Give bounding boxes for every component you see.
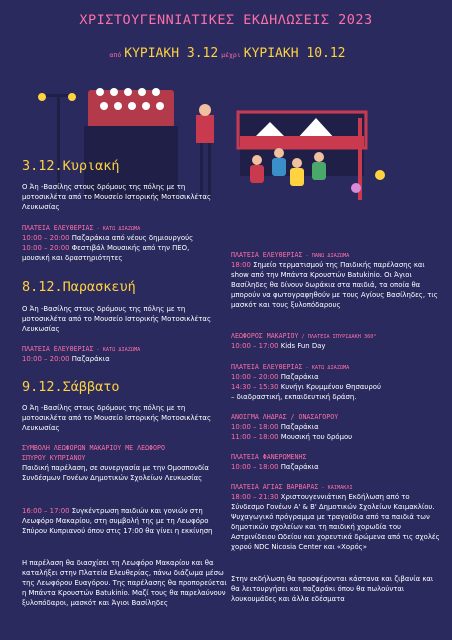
right-b2-event: 10:00 – 17:00 Kids Fun Day (231, 342, 326, 350)
right-b3-event-1: 10:00 – 20:00 Παζαράκια (231, 373, 319, 381)
day3-heading: 9.12.Σάββατο (22, 379, 120, 395)
day1-location: ΠΛΑΤΕΙΑ ΕΛΕΥΘΕΡΙΑΣ - ΚΑΤΩ ΔΙΑΖΩΜΑ (22, 224, 141, 232)
day3-location-b: ΣΠΥΡΟΥ ΚΥΠΡΙΑΝΟΥ (22, 454, 86, 462)
day2-event-1: 10:00 – 20:00 Παζαράκια (22, 355, 110, 363)
right-b4-event-2: 11:00 – 18:00 Μουσική του δρόμου (231, 433, 353, 441)
day1-event-2: 10:00 – 20:00 Φεστιβάλ Μουσικής από την ΠΕΟ, (22, 244, 190, 252)
start-date: ΚΥΡΙΑΚΗ 3.12 (124, 46, 219, 61)
page-title: ΧΡΙΣΤΟΥΓΕΝΝΙΑΤΙΚΕΣ ΕΚΔΗΛΩΣΕΙΣ 2023 (79, 12, 373, 28)
day1-intro: Ο Άη -Βασίλης στους δρόμους της πόλης με τη μοτοσικλέτα από το Μουσείο Ιστορικής Μοτοσικλέτας Λευκωσίας (22, 183, 211, 211)
day1-event-1: 10:00 – 20:00 Παζαράκια από νέους δημιουργούς (22, 234, 194, 242)
day2-heading: 8.12.Παρασκευή (22, 279, 136, 295)
christmas-market-illustration (0, 70, 452, 200)
day3-gather: 16:00 – 17:00 Συγκέντρωση παιδιών και γονιών στη Λεωφόρο Μακαρίου, στη συμβολή της με τη Λεωφόρο Σπύρου Κυπριανού όπου στις 17:00 θα γίνει η εκκίνηση (22, 507, 213, 535)
until-word: μέχρι (221, 51, 241, 59)
day3-intro: Ο Άη -Βασίλης στους δρόμους της πόλης με τη μοτοσικλέτα από το Μουσείο Ιστορικής Μοτοσικλέτας Λευκωσίας (22, 404, 211, 432)
right-b1-location: ΠΛΑΤΕΙΑ ΕΛΕΥΘΕΡΙΑΣ - ΠΑΝΩ ΔΙΑΖΩΜΑ (231, 251, 350, 259)
day3-location-a: ΣΥΜΒΟΛΗ ΛΕΩΦΟΡΩΝ ΜΑΚΑΡΙΟΥ ΜΕ ΛΕΩΦΟΡΟ (22, 444, 165, 452)
right-b6-location: ΠΛΑΤΕΙΑ ΑΓΙΑΣ ΒΑΡΒΑΡΑΣ - ΚΑΙΜΑΚΛΙ (231, 483, 353, 491)
right-b3-event-2: 14:30 – 15:30 Κυνήγι Κρυμμένου Θησαυρού (231, 383, 381, 391)
day3-parade-intro: Παιδική παρέλαση, σε συνεργασία με την Ομοσπονδία Συνδέσμων Γονέων Δημοτικών Σχολείων Λευκωσίας (22, 464, 209, 482)
from-word: από (109, 51, 122, 59)
day3-parade-route: Η παρέλαση θα διασχίσει τη Λεωφόρο Μακαρίου και θα καταλήξει στην Πλατεία Ελευθερίας, πάνω διάζωμα μέσω της Λεωφόρου Ευαγόρου. Της παρέλασης θα προπορεύεται η Μπάντα Κρουστών Batukinio. Μαζί τους θα παρελαύνουν ξυλοπόδαροι, μασκότ και Άγιοι Βασίληδες (22, 559, 227, 607)
right-b3-location: ΠΛΑΤΕΙΑ ΕΛΕΥΘΕΡΙΑΣ - ΚΑΤΩ ΔΙΑΖΩΜΑ (231, 363, 350, 371)
right-b6-footer: Στην εκδήλωση θα προσφέρονται κάστανα και ζιβανία και θα λειτουργήσει και παζαράκι όπου θα πωλούνται λουκουμάδες και άλλα εδέσματα (231, 575, 434, 603)
day2-location: ΠΛΑΤΕΙΑ ΕΛΕΥΘΕΡΙΑΣ - ΚΑΤΩ ΔΙΑΖΩΜΑ (22, 345, 141, 353)
day1-heading: 3.12.Κυριακή (22, 158, 120, 174)
right-b4-location: ΑΝΟΙΓΜΑ ΛΗΔΡΑΣ / ΟΝΑΣΑΓΟΡΟΥ (231, 413, 339, 421)
day2-intro: Ο Άη -Βασίλης στους δρόμους της πόλης με τη μοτοσικλέτα από το Μουσείο Ιστορικής Μοτοσικλέτας Λευκωσίας (22, 305, 211, 333)
end-date: ΚΥΡΙΑΚΗ 10.12 (243, 46, 346, 61)
date-range (0, 42, 452, 61)
right-b6-event: 18:00 – 21:30 Χριστουγεννιάτικη Εκδήλωση από το Σύνδεσμο Γονέων Α' & Β' Δημοτικών Σχολείων Καιμακλίου. Ψυχαγωγικό πρόγραμμα με τραγούδια από τα παιδιά των δημοτικών σχολείων και τη παιδική χορωδία του Αστρινίδειου Ωδείου και χορευτικά δρώμενα από τις σχολές χορού NDC Nicosia Center και «Χορός» (231, 493, 440, 551)
right-b1-event: 18:00 Σημείο τερματισμού της Παιδικής παρέλασης και show από την Μπάντα Κρουστών Batukinio. Οι Άγιοι Βασίληδες θα δίνουν δωράκια στα παιδιά, τα οποία θα μπορούν να φωτογραφηθούν με τους Αγίους Βασίληδες, τις μασκότ και τους ξυλοπόδαρους (231, 261, 438, 309)
right-b4-event-1: 10:00 – 18:00 Παζαράκια (231, 423, 319, 431)
right-b2-location: ΛΕΩΦΟΡΟΣ ΜΑΚΑΡΙΟΥ / ΠΛΑΤΕΙΑ ΣΠΥΡΙΔΑΚΗ 360° (231, 332, 377, 340)
right-b5-location: ΠΛΑΤΕΙΑ ΦΑΝΕΡΩΜΕΝΗΣ (231, 453, 307, 461)
right-b5-event-1: 10:00 – 18:00 Παζαράκια (231, 463, 319, 471)
right-b3-event-2-cont: – διαδραστική, εκπαιδευτική δράση. (231, 393, 357, 401)
day1-event-2-cont: μουσική και δραστηριότητες (22, 254, 123, 262)
